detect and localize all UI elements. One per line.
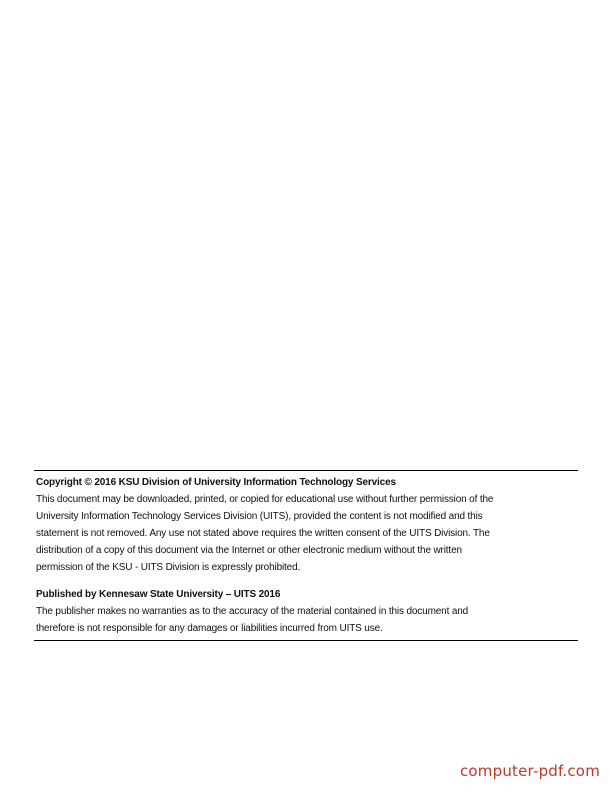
section-spacer	[36, 576, 578, 586]
publisher-line: The publisher makes no warranties as to the accuracy of the material contained in this document and	[36, 606, 469, 617]
copyright-heading: Copyright © 2016 KSU Division of University Information Technology Services	[36, 477, 396, 488]
publisher-heading: Published by Kennesaw State University – UITS 2016	[36, 589, 281, 600]
copyright-notice-box	[34, 470, 578, 641]
copyright-line: distribution of a copy of this document via the Internet or other electronic medium without the written	[36, 545, 462, 556]
watermark-text: computer-pdf.com	[459, 762, 600, 780]
publisher-line: therefore is not responsible for any damages or liabilities incurred from UITS use.	[36, 623, 383, 634]
copyright-line: permission of the KSU - UITS Division is expressly prohibited.	[36, 562, 301, 573]
copyright-line: University Information Technology Services Division (UITS), provided the content is not modified and this	[36, 511, 483, 522]
copyright-line: statement is not removed. Any use not stated above requires the written consent of the UITS Division. The	[36, 528, 490, 539]
copyright-line: This document may be downloaded, printed, or copied for educational use without further permission of the	[36, 494, 494, 505]
